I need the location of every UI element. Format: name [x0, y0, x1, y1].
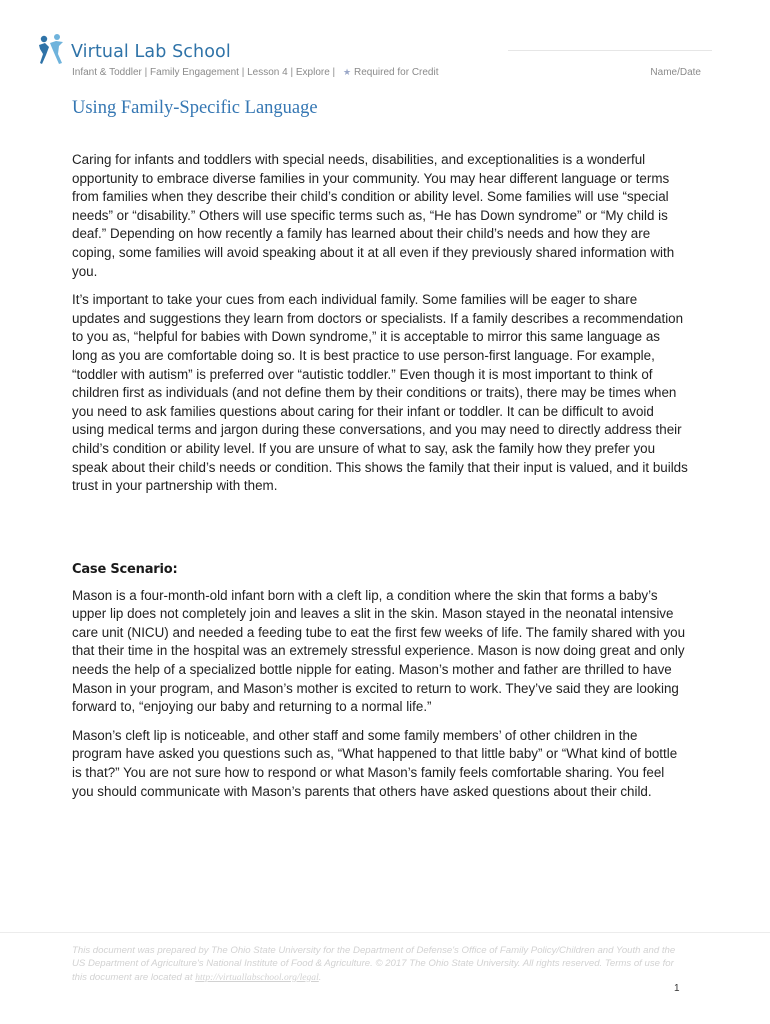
breadcrumb-separator: | — [287, 67, 296, 78]
breadcrumb-item: Infant & Toddler — [72, 67, 142, 78]
case-paragraph: Mason’s cleft lip is noticeable, and other staff and some family members’ of other children in the program have asked you questions such as, “What happened to that little baby” or “What kind of bottle is that?” You are not sure how to respond or what Mason’s family feels comfortable sharing. You feel you should communicate with Mason’s parents that others have asked questions about their child. — [72, 727, 678, 799]
case-paragraph: Mason is a four-month-old infant born with a cleft lip, a condition where the skin that forms a baby’s upper lip does not completely join and leaves a slit in the skin. Mason stayed in the neonatal intensive care unit (NICU) and needed a feeding tube to eat the first few weeks of life. The family shared with you that their time in the hospital was an extremely stressful experience. Mason is now doing great and only needs the help of a specialized bottle nipple for eating. Mason’s mother and father are thrilled to have Mason in your program, and Mason’s mother is excited to return to work. They’ve said they are looking forward to, “enjoying our baby and returning to a normal life.” — [72, 587, 686, 715]
breadcrumb-item: Explore — [295, 67, 330, 78]
footer-suffix: . — [318, 971, 322, 983]
document-body — [72, 151, 688, 811]
required-for-credit-label: Required for Credit — [354, 67, 439, 78]
page-title: Using Family-Specific Language — [72, 98, 318, 118]
legal-link[interactable]: http://virtuallabschool.org/legal — [195, 971, 319, 983]
breadcrumb-item: Family Engagement — [150, 67, 239, 78]
breadcrumb-item: Lesson 4 — [247, 67, 288, 78]
logo-figures-icon — [36, 33, 68, 67]
footer-notice — [72, 944, 682, 984]
footer-divider — [0, 932, 770, 933]
body-paragraph: It’s important to take your cues from each individual family. Some families will be eager to share updates and suggestions they learn from doctors or specialists. If a family describes a recommendation to you as, “helpful for babies with Down syndrome,” it is acceptable to mirror this same language as long as you are comfortable doing so. It is best practice to use person-first language. For example, “toddler with autism” is preferred over “autistic toddler.” Even though it is most important to think of children first as individuals (and not define them by their conditions or traits), there may be times when you need to ask families questions about caring for their infant or toddler. It can be difficult to avoid using medical terms and jargon during these conversations, and you may need to directly address their child’s condition or ability level. If you are unsure of what to say, ask the family how they prefer you speak about their child’s needs or condition. This shows the family that their input is valued, and it builds trust in your partnership with them. — [72, 292, 688, 494]
star-icon: ★ — [342, 67, 352, 77]
breadcrumb-separator: | — [141, 67, 151, 78]
breadcrumb-separator: | — [329, 67, 338, 78]
case-scenario-heading: Case Scenario: — [72, 561, 178, 577]
name-date-line — [508, 50, 712, 51]
logo-text: Virtual Lab School — [71, 42, 231, 62]
section-spacer — [72, 506, 688, 562]
breadcrumb-separator: | — [238, 67, 248, 78]
name-date-label: Name/Date — [650, 67, 701, 78]
footer-text: This document was prepared by The Ohio State University for the Department of Defense's Office of Family Policy/Children and Youth and the US Department of Agriculture's National Institute of Food & Agriculture. © 2017 The Ohio State University. All rights reserved. Terms of use for this document are located at — [72, 945, 676, 983]
breadcrumb — [72, 67, 439, 78]
page-number: 1 — [674, 983, 680, 994]
body-paragraph: Caring for infants and toddlers with special needs, disabilities, and exceptionalities is a wonderful opportunity to embrace diverse families in your community. You may hear different language or terms from families when they describe their child’s condition or ability level. Some families will use “special needs” or “disability.” Others will use specific terms such as, “He has Down syndrome” or “My child is deaf.” Depending on how recently a family has learned about their child’s needs and how they are coping, some families will avoid speaking about it at all even if they previously shared information with you. — [72, 152, 675, 279]
virtual-lab-school-logo — [36, 33, 231, 67]
